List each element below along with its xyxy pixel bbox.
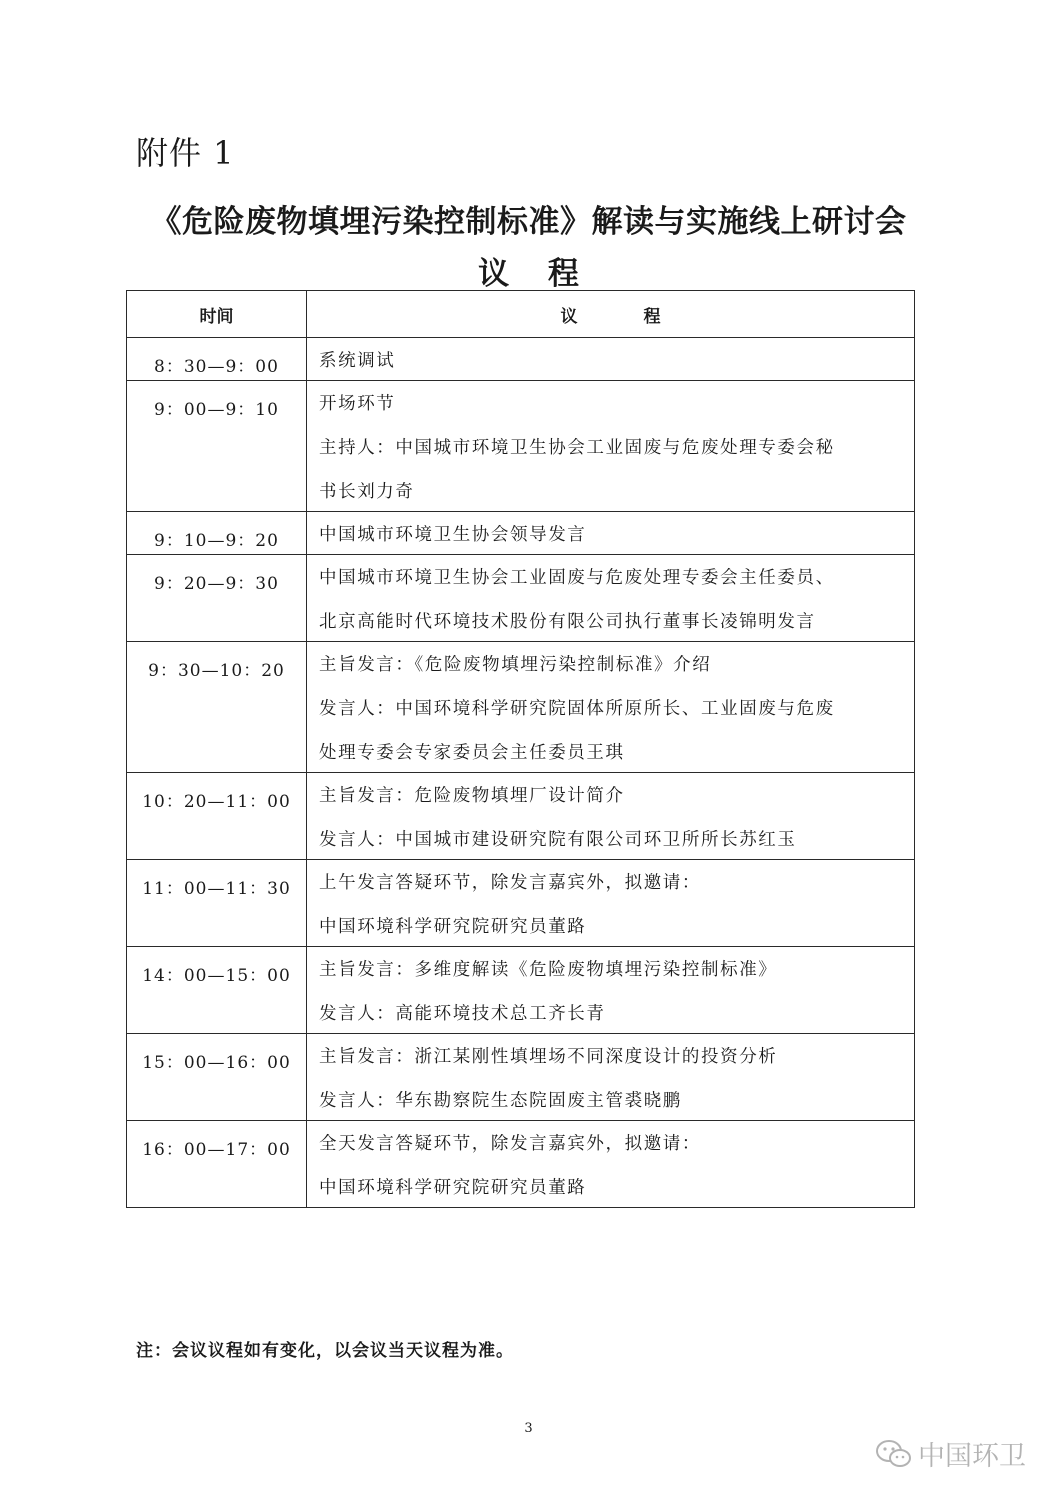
watermark [874,1434,1026,1473]
page-number: 3 [524,1421,533,1436]
agenda-line: 全天发言答疑环节，除发言嘉宾外，拟邀请： [319,1134,701,1154]
agenda-line: 北京高能时代环境技术股份有限公司执行董事长凌锦明发言 [319,612,816,632]
agenda-line: 主旨发言：《危险废物填埋污染控制标准》介绍 [319,655,712,675]
table-row [127,1121,915,1208]
table-row [127,642,915,773]
agenda-line: 主旨发言：多维度解读《危险废物填埋污染控制标准》 [319,960,778,980]
table-row [127,773,915,860]
agenda-line: 主旨发言：危险废物填埋厂设计简介 [319,786,625,806]
agenda-line: 发言人：中国城市建设研究院有限公司环卫所所长苏红玉 [319,830,797,850]
time-cell: 10：20—11：00 [127,773,307,860]
agenda-line: 发言人：高能环境技术总工齐长青 [319,1004,606,1024]
watermark-text: 中国环卫 [918,1441,1026,1472]
agenda-line: 中国城市环境卫生协会工业固废与危废处理专委会主任委员、 [319,568,835,588]
agenda-column-header-label: 议 程 [560,306,691,327]
table-row [127,947,915,1034]
document-title: 《危险废物填埋污染控制标准》解读与实施线上研讨会 [150,204,907,240]
agenda-table [126,290,915,1208]
agenda-line: 处理专委会专家委员会主任委员王琪 [319,743,625,763]
agenda-cell [307,773,915,860]
agenda-line: 发言人：华东勘察院生态院固废主管裘晓鹏 [319,1091,682,1111]
agenda-cell [307,338,915,381]
table-row [127,381,915,512]
agenda-line: 书长刘力奇 [319,482,415,502]
agenda-cell [307,512,915,555]
table-row [127,1034,915,1121]
agenda-table-body [127,338,915,1208]
table-row [127,555,915,642]
agenda-line: 开场环节 [319,394,396,414]
time-cell: 16：00—17：00 [127,1121,307,1208]
agenda-column-header [307,291,915,338]
time-cell: 9：00—9：10 [127,381,307,512]
time-cell: 9：10—9：20 [127,512,307,555]
agenda-cell [307,642,915,773]
table-header-row [127,291,915,338]
agenda-cell [307,1034,915,1121]
footnote: 注：会议议程如有变化，以会议当天议程为准。 [136,1341,514,1361]
time-cell: 9：30—10：20 [127,642,307,773]
agenda-line: 中国环境科学研究院研究员董路 [319,917,587,937]
agenda-line: 主旨发言：浙江某刚性填埋场不同深度设计的投资分析 [319,1047,778,1067]
time-column-header: 时间 [127,291,307,338]
table-row [127,860,915,947]
time-cell: 15：00—16：00 [127,1034,307,1121]
agenda-line: 系统调试 [319,351,396,371]
agenda-line: 上午发言答疑环节，除发言嘉宾外，拟邀请： [319,873,701,893]
agenda-cell [307,381,915,512]
agenda-cell [307,555,915,642]
agenda-line: 主持人：中国城市环境卫生协会工业固废与危废处理专委会秘 [319,438,835,458]
wechat-icon [874,1438,914,1470]
agenda-line: 中国城市环境卫生协会领导发言 [319,525,587,545]
time-cell: 11：00—11：30 [127,860,307,947]
attachment-label: 附件 1 [136,134,235,172]
agenda-line: 发言人：中国环境科学研究院固体所原所长、工业固废与危废 [319,699,835,719]
time-cell: 8：30—9：00 [127,338,307,381]
agenda-cell [307,947,915,1034]
agenda-cell [307,1121,915,1208]
table-row [127,512,915,555]
time-cell: 14：00—15：00 [127,947,307,1034]
time-cell: 9：20—9：30 [127,555,307,642]
agenda-cell [307,860,915,947]
document-subtitle: 议 程 [478,256,593,292]
agenda-line: 中国环境科学研究院研究员董路 [319,1178,587,1198]
table-row [127,338,915,381]
